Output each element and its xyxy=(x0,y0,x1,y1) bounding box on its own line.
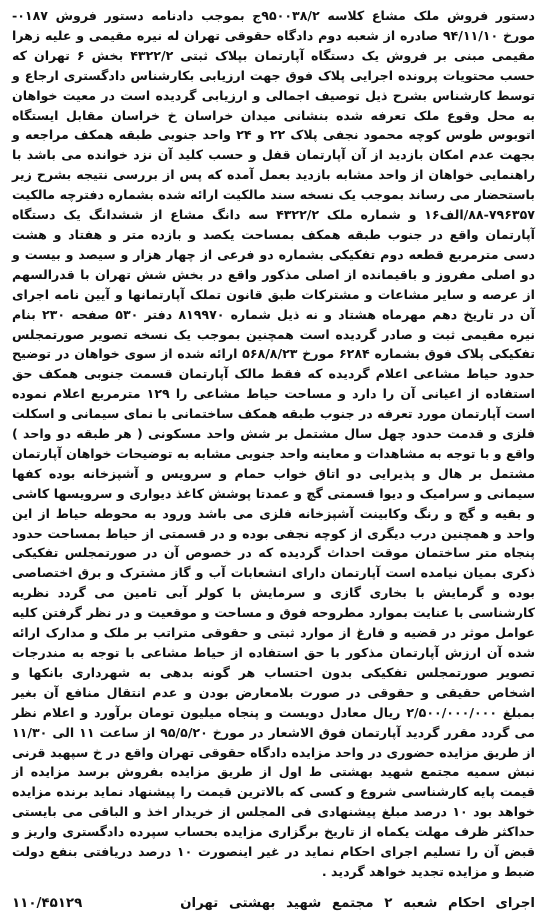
notice-body: دستور فروش ملک مشاع کلاسه ۹۵۰۰۳۸/۲ج بموجب دادنامه دستور فروش ۰۱۸۷- مورخ ۹۴/۱۱/۱۰ صادره از شعبه دوم دادگاه حقوقی تهران له نیره مقیمی و علیه زهرا مقیمی مبنی بر فروش یک دستگاه آپارتمان بپلاک ثبتی ۴۳۲۲/۲ بخش ۶ تهران که حسب محتویات پرونده اجرایی پلاک فوق جهت ارزیابی بکارشناس دادگستری ارجاع و توسط کارشناس بشرح ذیل توصیف اجمالی و ارزیابی گردیده است در معیت خواهان به محل وقوع ملک تعرفه شده بنشانی میدان خراسان خ خراسان مقابل ایستگاه اتوبوس طوس کوچه محمود نجفی پلاک ۲۲ و ۲۴ واحد جنوبی طبقه همکف مراجعه و بجهت عدم امکان بازدید از آن آپارتمان قفل و حسب کلید آن نزد خوانده می باشد با راهنمایی خواهان از واحد مشابه بازدید بعمل آمده که پس از بررسی نتیجه بشرح زیر باستحضار می رساند بموجب یک نسخه سند مالکیت ارائه شده بشماره دفترچه مالکیت ۷۹۶۳۵۷-۸۸/الف۱۶ و شماره ملک ۴۳۲۲/۲ سه دانگ مشاع از ششدانگ یک دستگاه آپارتمان واقع در جنوب طبقه همکف بمساحت یکصد و بازده متر و هفتاد و هشت دسی مترمربع قطعه دوم تفکیکی بشماره دو فرعی از چهار هزار و سیصد و بیست و دو اصلی مفروز و باقیمانده از اصلی مذکور واقع در بخش شش تهران با قدرالسهم از عرصه و سایر مشاعات و مشترکات طبق قانون تملک آپارتمانها و آیین نامه اجرای آن در تاریخ دهم مهرماه هشتاد و نه ذیل شماره ۸۱۹۹۷۰ دفتر ۵۳۰ صفحه ۲۳۰ بنام نیره مقیمی ثبت و صادر گردیده است همچنین بموجب یک نسخه تصویر صورتمجلس تفکیکی پلاک فوق بشماره ۶۲۸۴ مورخ ۵۶۸/۸/۲۳ ارائه شده از سوی خواهان در توضیح حدود حیاط مشاعی اعلام گردیده که فقط مالک آپارتمان قسمت جنوبی همکف حق استفاده از اعیانی آن را دارد و مساحت حیاط مشاعی را ۱۲۹ مترمربع اعلام نموده است آپارتمان مورد تعرفه در جنوب طبقه همکف ساختمانی با نمای سیمانی و اسکلت فلزی و قدمت حدود چهل سال مشتمل بر شش واحد مسکونی ( هر طبقه دو واحد ) واقع و با توجه به مشاهدات و معاینه واحد جنوبی مشابه به توضیحات خواهان آپارتمان مشتمل بر هال و پذیرایی دو اتاق خواب حمام و سرویس و آشپزخانه بوده کفها سیمانی و سرامیک و دیوا قسمتی گچ و عمدتا پوشش کاغذ دیواری و سرویسها کاشی و بقیه و گچ و رنگ وکابینت آشپزخانه فلزی می باشد ورود به محوطه حیاط از این واحد و همچنین درب دیگری از کوچه نجفی بوده و در قسمتی از حیاط بمساحت حدود پنجاه متر ساختمان موقت احداث گردیده که در خصوص آن در صورتمجلس تفکیکی ذکری بمیان نیامده است آپارتمان دارای انشعابات آب و گاز مشترک و برق اختصاصی بوده و گرمایش با بخاری گازی و سرمایش با کولر آبی تامین می گردد نظریه کارشناسی با عنایت بموارد مطروحه فوق و مساحت و موقعیت و در نظر گرفتن کلیه عوامل موثر در قضیه و فارغ از موارد ثبتی و حقوقی متراتب بر ملک و مدارک ارائه شده آن ارزش آپارتمان مذکور با حق استفاده از حیاط مشاعی با توجه به مندرجات تصویر صورتمجلس تفکیکی بدون احتساب هر گونه بدهی به شهرداری بانکها و اشخاص حقیقی و حقوقی در صورت بلامعارض بودن و عدم انتقال منافع آن بغیر بمبلغ ۲/۵۰۰/۰۰۰/۰۰۰ ریال معادل دویست و پنجاه میلیون تومان برآورد و اعلام نظر می گردد مقرر گردید آپارتمان فوق الاشعار در مورخ ۹۵/۵/۲۰ از ساعت ۱۱ الی ۱۱/۳۰ از طریق مزایده حضوری در واحد مزایده دادگاه حقوقی تهران واقع در خ سپهبد قرنی نبش سمیه مجتمع شهید بهشتی ط اول از طریق مزایده بفروش برسد مزایده از قیمت پایه کارشناسی شروع و کسی که بالاترین قیمت را پیشنهاد نماید برنده مزایده خواهد بود ۱۰ درصد مبلغ پیشنهادی فی المجلس از خریدار اخذ و الباقی می بایستی حداکثر ظرف مهلت یکماه از تاریخ برگزاری مزایده بحساب سپرده دادگستری واریز و قبض آن را تسلیم اجرای احکام نماید در غیر اینصورت ۱۰ درصد دریافتی بنفع دولت ضبط و مزایده تجدید خواهد گردید . xyxy=(12,8,536,879)
reference-number: ۱۱۰/۴۵۱۲۹ xyxy=(12,895,83,911)
notice-footer xyxy=(12,891,535,915)
issuer-signature: اجرای احکام شعبه ۲ مجتمع شهید بهشتی تهران xyxy=(180,895,535,911)
